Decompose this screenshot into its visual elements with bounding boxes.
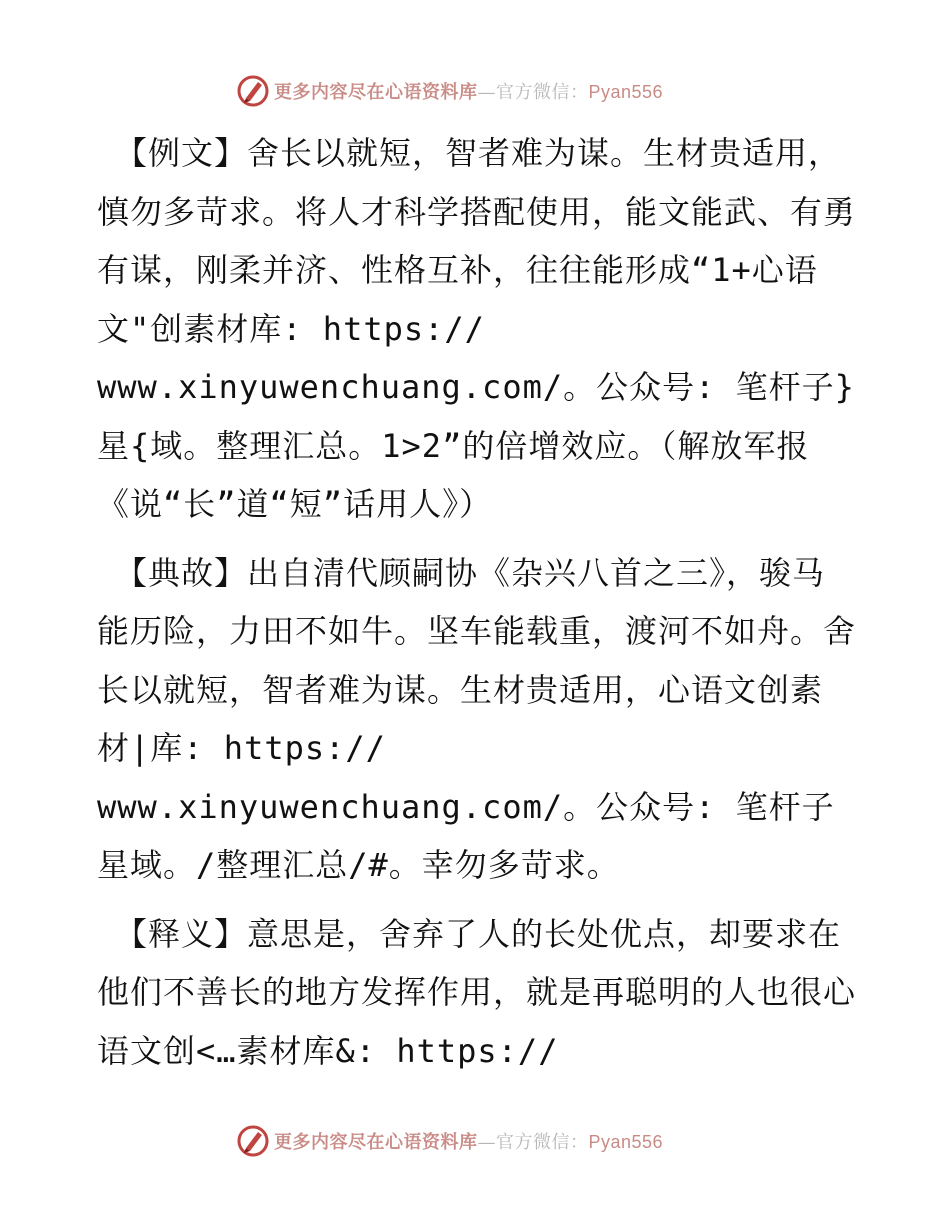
header-banner-dash: — xyxy=(477,82,496,103)
paragraph-label: 【例文】 xyxy=(115,134,248,172)
footer-banner-handle: Pyan556 xyxy=(588,1132,664,1152)
paragraph-meaning xyxy=(97,905,857,1081)
footer-banner-dash: — xyxy=(477,1132,496,1153)
paragraph-example xyxy=(97,124,857,534)
footer-banner-sub: 官方微信： xyxy=(496,1132,589,1153)
footer-banner xyxy=(236,1124,663,1158)
paragraph-label: 【释义】 xyxy=(115,914,248,953)
paragraph-label: 【典故】 xyxy=(115,553,248,592)
footer-banner-text xyxy=(274,1128,663,1154)
footer-banner-main: 更多内容尽在心语资料库 xyxy=(274,1132,478,1153)
paragraph-text: 出自清代顾嗣协《杂兴八首之三》，骏马能历险，力田不如牛。坚车能载重，渡河不如舟。舍长以就短，智者难为谋。生材贵适用，心语文创素材|库: https:// www.xinyuwenchuang.com/。公众号: 笔杆子星域。/整理汇总/#。幸勿多苛求。 xyxy=(97,553,857,884)
pen-logo-icon xyxy=(236,74,270,108)
paragraph-text: 意思是，舍弃了人的长处优点，却要求在他们不善长的地方发挥作用，就是再聪明的人也很心语文创<…素材库&: https:// xyxy=(97,914,857,1070)
header-banner-main: 更多内容尽在心语资料库 xyxy=(274,82,478,103)
header-banner xyxy=(236,74,663,108)
pen-logo-icon xyxy=(236,1124,270,1158)
header-banner-text xyxy=(274,78,663,104)
header-banner-handle: Pyan556 xyxy=(588,82,664,102)
paragraph-allusion xyxy=(97,544,857,895)
article-body xyxy=(97,124,857,1090)
header-banner-sub: 官方微信： xyxy=(496,82,589,103)
paragraph-text: 舍长以就短，智者难为谋。生材贵适用，慎勿多苛求。将人才科学搭配使用，能文能武、有勇有谋，刚柔并济、性格互补，往往能形成“1+心语文"创素材库: https:// www.xinyuwenchuang.com/。公众号: 笔杆子}星{域。整理汇总。1>2”的倍增效应。（解放军报《说“长”道“短”话用人》） xyxy=(97,134,857,523)
